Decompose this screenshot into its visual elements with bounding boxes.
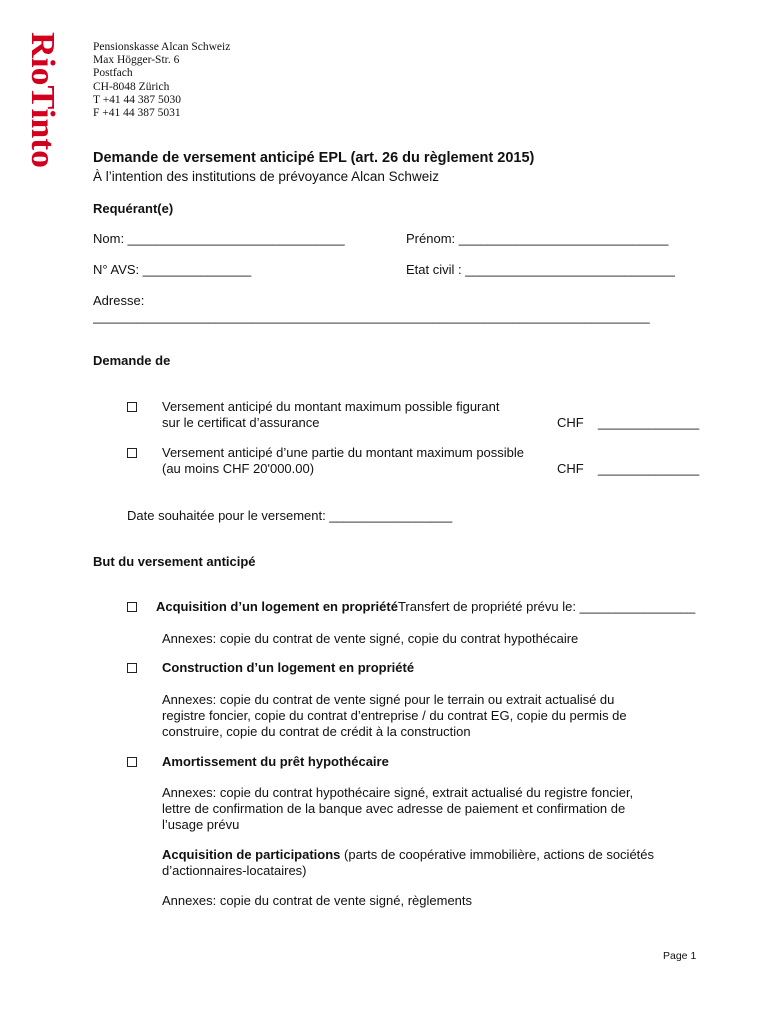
participations-description: (parts de coopérative immobilière, actions de sociétés xyxy=(340,847,655,862)
nom-field[interactable]: Nom: ______________________________ xyxy=(93,231,345,246)
option-maximum-chf-label: CHF xyxy=(557,415,584,430)
date-souhaitee-field[interactable]: Date souhaitée pour le versement: _________________ xyxy=(127,508,453,523)
option-partial-line1: Versement anticipé d’une partie du montant maximum possible xyxy=(162,445,525,460)
acquisition-logement-annex: Annexes: copie du contrat de vente signé, copie du contrat hypothécaire xyxy=(162,631,579,646)
construction-logement-title: Construction d’un logement en propriété xyxy=(162,660,415,675)
construction-annex-line2: registre foncier, copie du contrat d’entreprise / du contrat EG, copie du permis de xyxy=(162,708,627,723)
address-line: Postfach xyxy=(93,67,133,80)
document-subtitle: À l’intention des institutions de prévoyance Alcan Schweiz xyxy=(93,169,439,184)
sender-address xyxy=(93,41,230,120)
prenom-field[interactable]: Prénom: _____________________________ xyxy=(406,231,669,246)
participations-annex: Annexes: copie du contrat de vente signé, règlements xyxy=(162,893,473,908)
avs-field[interactable]: N° AVS: _______________ xyxy=(93,262,252,277)
address-line: F +41 44 387 5031 xyxy=(93,107,181,120)
participations-title: Acquisition de participations xyxy=(162,847,341,862)
amortissement-annex-line2: lettre de confirmation de la banque avec adresse de paiement et confirmation de xyxy=(162,801,626,816)
document-title: Demande de versement anticipé EPL (art. 26 du règlement 2015) xyxy=(93,150,535,166)
address-line: Max Högger-Str. 6 xyxy=(93,54,180,67)
option-partial-chf-label: CHF xyxy=(557,461,584,476)
option-maximum-checkbox[interactable] xyxy=(127,402,137,412)
rio-tinto-logo-mark xyxy=(24,30,68,170)
option-partial-line2: (au moins CHF 20'000.00) xyxy=(162,461,315,476)
transfert-propriete-field[interactable]: Transfert de propriété prévu le: ________________ xyxy=(397,599,696,614)
demande-heading: Demande de xyxy=(93,353,171,368)
amortissement-annex-line3: l’usage prévu xyxy=(162,817,240,832)
page-number: Page 1 xyxy=(663,950,697,962)
option-partial-amount-field[interactable]: ______________ xyxy=(598,461,700,476)
acquisition-logement-title: Acquisition d’un logement en propriété xyxy=(156,599,398,614)
participations-line2: d’actionnaires-locataires) xyxy=(162,863,307,878)
adresse-label: Adresse: xyxy=(93,293,145,308)
acquisition-logement-checkbox[interactable] xyxy=(127,602,137,612)
option-partial-checkbox[interactable] xyxy=(127,448,137,458)
address-line: Pensionskasse Alcan Schweiz xyxy=(93,41,231,53)
construction-logement-checkbox[interactable] xyxy=(127,663,137,673)
address-line: T +41 44 387 5030 xyxy=(93,93,182,106)
amortissement-checkbox[interactable] xyxy=(127,757,137,767)
rio-tinto-logo xyxy=(24,30,68,170)
option-maximum-line1: Versement anticipé du montant maximum possible figurant xyxy=(162,399,500,414)
adresse-field[interactable]: _____________________________________________________________________________ xyxy=(93,309,650,324)
option-maximum-line2: sur le certificat d’assurance xyxy=(162,415,320,430)
participations-line1 xyxy=(162,847,654,862)
requerant-heading: Requérant(e) xyxy=(93,201,174,216)
construction-annex-line1: Annexes: copie du contrat de vente signé pour le terrain ou extrait actualisé du xyxy=(162,692,615,707)
option-maximum-amount-field[interactable]: ______________ xyxy=(598,415,700,430)
construction-annex-line3: construire, copie du contrat de crédit à la construction xyxy=(162,724,471,739)
amortissement-annex-line1: Annexes: copie du contrat hypothécaire signé, extrait actualisé du registre foncier, xyxy=(162,785,634,800)
address-line: CH-8048 Zürich xyxy=(93,80,170,93)
logo-text: RioTinto xyxy=(24,32,61,162)
but-heading: But du versement anticipé xyxy=(93,554,256,569)
amortissement-title: Amortissement du prêt hypothécaire xyxy=(162,754,389,769)
acquisition-logement-row xyxy=(156,599,695,614)
etat-civil-field[interactable]: Etat civil : _____________________________ xyxy=(406,262,675,277)
